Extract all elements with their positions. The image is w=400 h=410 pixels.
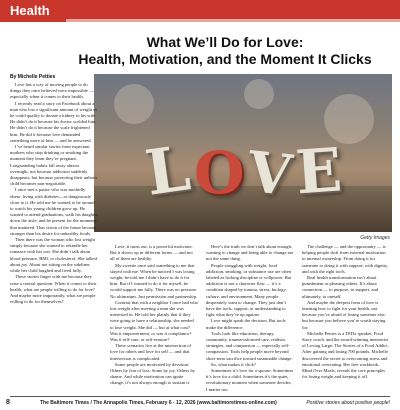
author-bio: Michelle Petties is a TEDx speaker, Food Story coach, and the award-winning memoirist of Loving Large: The Stories of a Food Addict. After gaining and losing 700 pounds, Michelle discovered the secret to overcoming stress and emotional overeating. Her free workbook, Mind Over Meals, reveals the core principles for losing weight and keeping it off. xyxy=(302,330,389,380)
paragraph: Love, it turns out, is a powerful motivator. But it shows up in different forms — and not all of them are healthy. xyxy=(110,244,193,262)
paragraph: Love has a way of moving people to do things they once believed were impossible — especially when it comes to their health. xyxy=(10,82,94,100)
article-photo xyxy=(94,74,392,232)
photo-bokeh xyxy=(244,79,274,109)
article-headline xyxy=(60,34,390,68)
paragraph: Tools look like education, therapy, community, trauma-informed care, realistic strategies, and compassion — especially self-compassion. Tools help people move beyond short-term sacrifice toward sustainable change. xyxy=(206,330,293,361)
headline-line-2: Health, Motivation, and the Moment It Clicks xyxy=(78,51,372,67)
footer-rule xyxy=(10,396,390,397)
section-label: Health xyxy=(10,3,50,18)
photo-bokeh xyxy=(114,84,154,124)
paragraph: These stories linger with me because they raise a central question: When it comes to their health, what are people willing to do for love? And maybe more importantly, what are people willing to do for themselves? xyxy=(10,274,97,305)
paragraph: Then there was the woman who lost weight simply because she wanted to rekindle her romance with her son. She didn’t talk about blood pressure, BMI, or cholesterol. She talked about joy. About not sitting on the sidelines while her child laughed and lived fully. xyxy=(10,237,97,274)
article-column-1 xyxy=(10,82,98,387)
paragraph: The challenge — and the opportunity — is helping people shift from external motivation to internal ownership. From doing it for someone to doing it with support, with dignity, and with the right tools. xyxy=(302,244,389,274)
paragraph: I recently read a story on Facebook about a man who lost a significant amount of weight so he could qualify to donate a kidney to his wife. He didn’t do it because his doctor scolded him. He didn’t do it because the scale frightened him. He did it because love demanded something more of him — and he answered. xyxy=(10,100,98,143)
section-rule xyxy=(66,19,400,22)
paragraph: Here’s the truth we don’t talk about enough: wanting to change and being able to change are not the same thing. xyxy=(206,244,294,262)
paragraph: My sweetie once said something to me that stayed with me. When he noticed I was losing weight, he told me I didn’t have to do it for him. But if I wanted to do it for myself, he would support me fully. There was no pressure. No ultimatum. Just permission and partnership. xyxy=(110,262,198,299)
headline-line-1: What We’ll Do for Love: xyxy=(146,34,304,50)
byline: By Michelle Petties xyxy=(10,74,56,80)
paragraph: I’ve heard similar stories from expectant mothers who stop drinking or smoking the moment they learn they’re pregnant. Longstanding habits fall away almost overnight, not because addiction suddenly disappears, but because protecting their unborn child becomes non-negotiable. xyxy=(10,144,97,187)
article-column-4 xyxy=(302,244,390,387)
love-letters xyxy=(134,122,354,210)
paragraph: People struggling with weight, food addiction, smoking, or substance use are often labeled as lacking discipline or willpower. But addiction is not a character flaw — it’s a condition shaped by trauma, stress, biology, culture, and environment. Many people desperately want to change. They just don’t have the tools, support, or understanding to fight what they’re up against. xyxy=(206,262,292,318)
paragraph: Contrast that with a neighbor I once had who lost weight after meeting a man she was interested in. He told her plainly that if they were going to have a relationship, she needed to lose weight. She did — but at what cost? Was it empowerment, or was it compliance? Was it self-care, or self-erasure? xyxy=(110,299,198,343)
letter-o: O xyxy=(193,139,245,207)
paragraph: Sometimes it’s love for a spouse. Sometimes it’s love for a child. Sometimes it’s the quiet, revolutionary moment when someone decides, I matter too. xyxy=(206,368,294,392)
publication-info: The Baltimore Times / The Annapolis Times, February 6 - 12, 2026 (www.baltimoretimes-online.com) xyxy=(40,400,277,406)
paragraph: Real health transformation isn’t about punishment or pleasing others. It’s about connection — to purpose, to support, and ultimately, to oneself. xyxy=(302,275,379,299)
section-header xyxy=(0,0,400,22)
letter-l: L xyxy=(141,131,195,210)
letter-e: E xyxy=(293,135,345,209)
photo-caption: Getty Images xyxy=(360,235,390,241)
paragraph: Love might spark the decision. But tools make the difference. xyxy=(206,318,286,330)
letter-v: V xyxy=(245,138,296,210)
paragraph: I once met a pastor who was morbidly obese, living with diabetes—or dangerously close to it. He told me he wanted to be around to watch his young children grow up. He wanted to attend graduations, walk his daughter down the aisle, and be present for the moments that mattered. That vision of the future became stronger than his desire for unhealthy foods. xyxy=(10,187,98,236)
paragraph: So, what makes it click? xyxy=(211,361,256,367)
paragraph: These scenarios live at the intersection of love for others and love for self — and that intersection is complicated. xyxy=(110,343,192,361)
tagline: Positive stories about positive people! xyxy=(306,400,390,406)
page-number: 8 xyxy=(6,399,10,406)
page-footer xyxy=(0,399,400,410)
paragraph: And maybe the deepest form of love is learning how to fight for your health, not because you’re afraid of losing someone else, but because you believe you’re worth staying for. xyxy=(302,299,386,330)
article-column-3 xyxy=(206,244,294,392)
paragraph: Some people are motivated by devotion. Others by fear of loss. Some by joy. Others by shame. And while motivation can ignite change, it’s not always enough to sustain it. xyxy=(110,361,196,386)
article-column-2 xyxy=(110,244,198,387)
